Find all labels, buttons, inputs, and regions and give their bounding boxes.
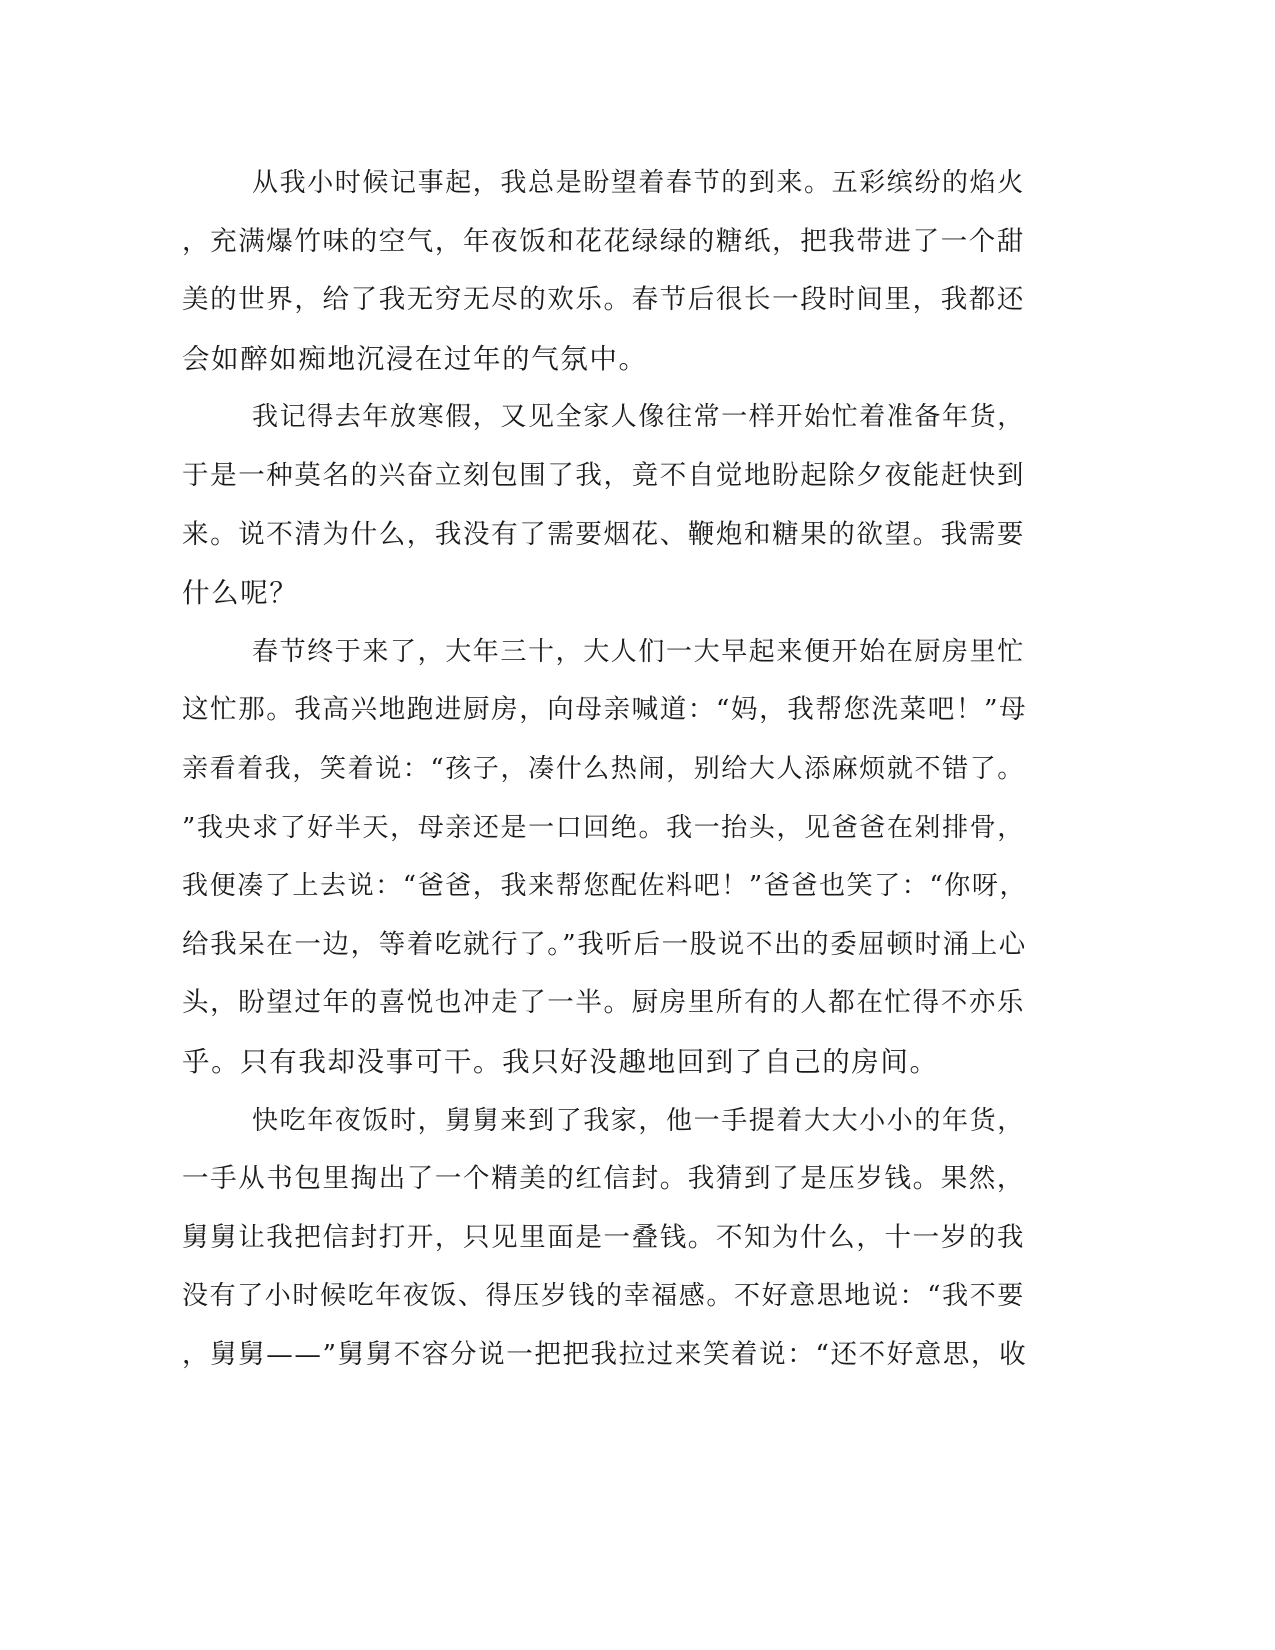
text-line: 一手从书包里掏出了一个精美的红信封。我猜到了是压岁钱。果然， [182, 1163, 1025, 1195]
text-line: 什么呢？ [182, 577, 299, 610]
text-line: ，舅舅——”舅舅不容分说一把把我拉过来笑着说：“还不好意思，收 [182, 1338, 1028, 1370]
paragraph-first-line: 我记得去年放寒假，又见全家人像往常一样开始忙着准备年货， [252, 402, 1025, 433]
text-line: 这忙那。我高兴地跑进厨房，向母亲喊道：“妈，我帮您洗菜吧！”母 [182, 694, 1028, 726]
text-line: ”我央求了好半天，母亲还是一口回绝。我一抬头，见爸爸在剁排骨， [182, 812, 1025, 843]
text-line: 我便凑了上去说：“爸爸，我来帮您配佐料吧！”爸爸也笑了：“你呀， [182, 871, 1028, 902]
paragraph-first-line: 春节终于来了，大年三十，大人们一大早起来便开始在厨房里忙 [252, 636, 1025, 667]
text-line: 舅舅让我把信封打开，只见里面是一叠钱。不知为什么，十一岁的我 [182, 1221, 1025, 1253]
text-line: 亲看着我，笑着说：“孩子，凑什么热闹，别给大人添麻烦就不错了。 [182, 753, 1025, 784]
text-line: ，充满爆竹味的空气，年夜饭和花花绿绿的糖纸，把我带进了一个甜 [182, 225, 1025, 257]
text-line: 来。说不清为什么，我没有了需要烟花、鞭炮和糖果的欲望。我需要 [182, 518, 1025, 550]
paragraph-first-line: 快吃年夜饭时，舅舅来到了我家，他一手提着大大小小的年货， [252, 1105, 1025, 1136]
text-line: 头，盼望过年的喜悦也冲走了一半。厨房里所有的人都在忙得不亦乐 [182, 987, 1025, 1019]
text-line: 给我呆在一边，等着吃就行了。”我听后一股说不出的委屈顿时涌上心 [182, 928, 1027, 960]
text-line: 于是一种莫名的兴奋立刻包围了我，竟不自觉地盼起除夕夜能赶快到 [182, 459, 1025, 491]
text-line: 美的世界，给了我无穷无尽的欢乐。春节后很长一段时间里，我都还 [182, 284, 1025, 316]
text-line: 乎。只有我却没事可干。我只好没趣地回到了自己的房间。 [182, 1045, 939, 1078]
essay-text [182, 160, 1032, 1390]
text-line: 没有了小时候吃年夜饭、得压岁钱的幸福感。不好意思地说：“我不要 [182, 1281, 1025, 1312]
paragraph-first-line: 从我小时候记事起，我总是盼望着春节的到来。五彩缤纷的焰火 [252, 168, 1025, 198]
text-line: 会如醉如痴地沉浸在过年的气氛中。 [182, 342, 648, 375]
